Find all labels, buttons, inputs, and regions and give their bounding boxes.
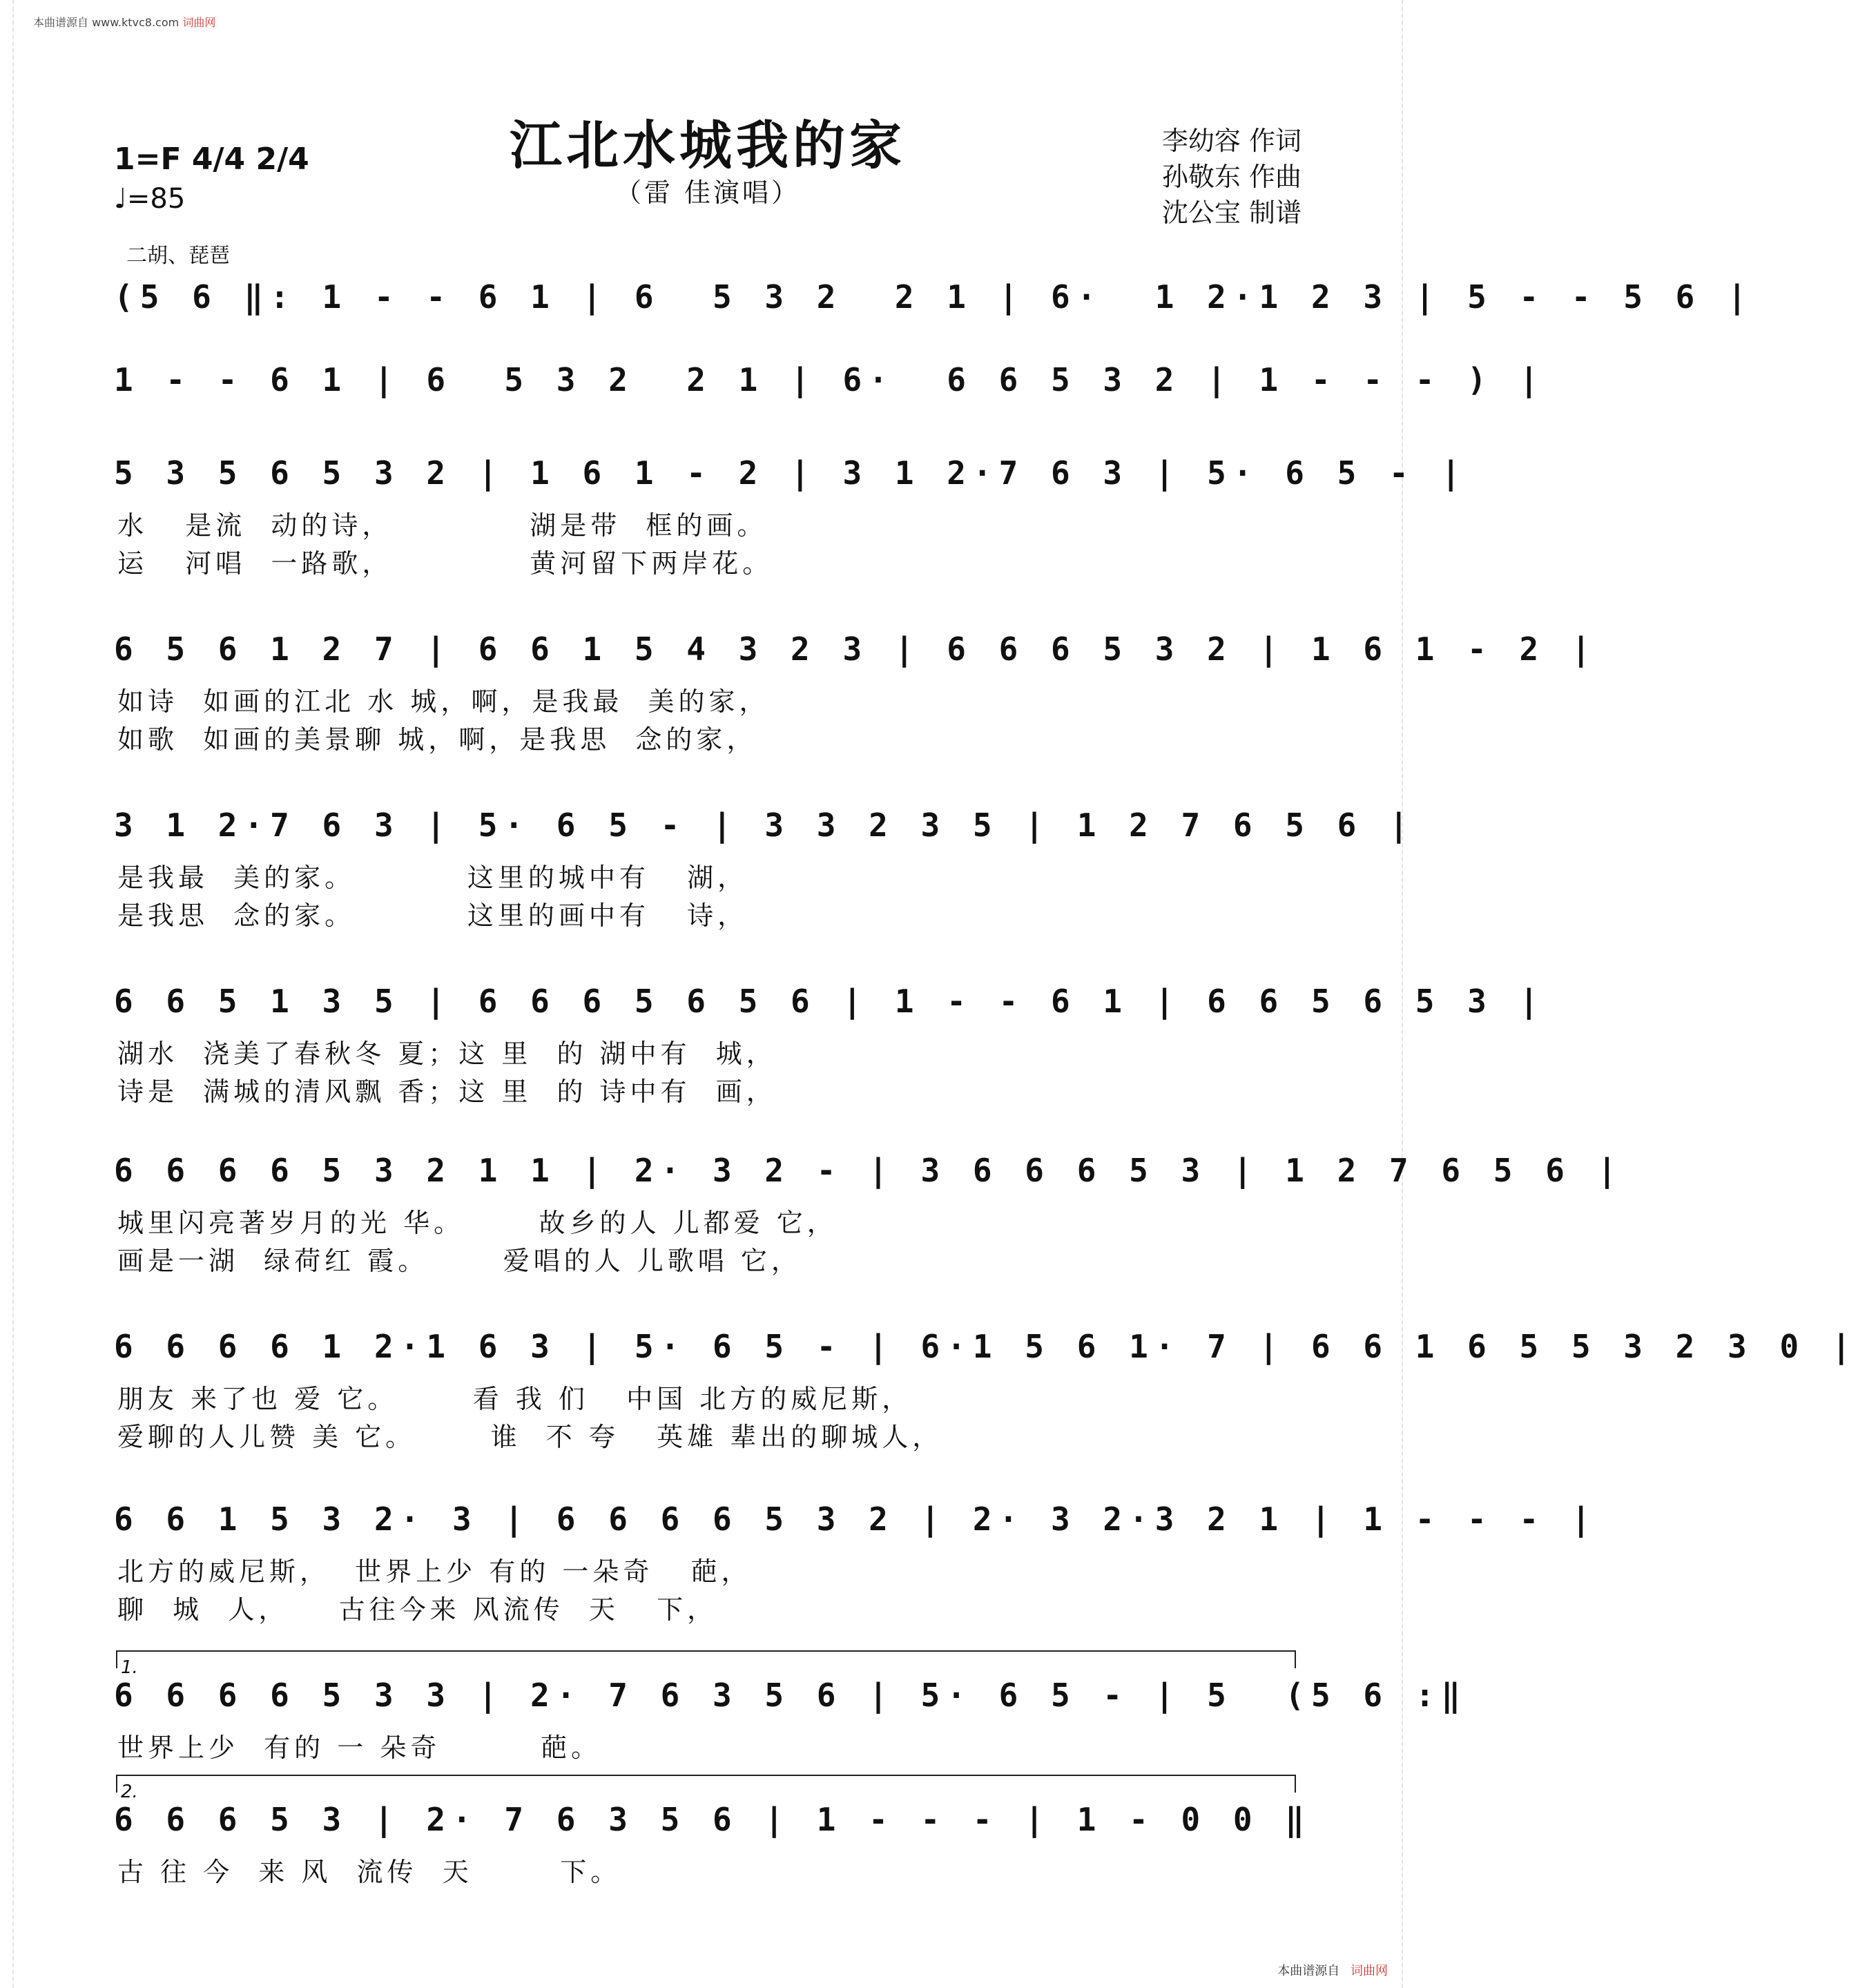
notation-line: 6 6 5 1 3 5 | 6 6 6 5 6 5 6 | 1 - - 6 1 | 6 6 5 6 5 3 | bbox=[114, 983, 1546, 1020]
instrument-label: 二胡、琵琶 bbox=[126, 244, 230, 268]
score-row-volta-2 bbox=[104, 1782, 1311, 1933]
notation-line: 6 5 6 1 2 7 | 6 6 1 5 4 3 2 3 | 6 6 6 5 3 2 | 1 6 1 - 2 | bbox=[114, 630, 1598, 668]
notation-line: 6 6 6 6 1 2·1 6 3 | 5· 6 5 - | 6·1 5 6 1· 7 | 6 6 1 6 5 5 3 2 3 0 | bbox=[114, 1328, 1858, 1365]
score-row bbox=[104, 449, 1468, 587]
score-row bbox=[104, 1146, 1624, 1284]
lyric-verse-2: 聊 城 人， 古往今来 风流传 天 下， bbox=[117, 1594, 718, 1625]
source-header-site[interactable]: 词曲网 bbox=[182, 16, 216, 29]
notation-line: 5 3 5 6 5 3 2 | 1 6 1 - 2 | 3 1 2·7 6 3 | 5· 6 5 - | bbox=[114, 454, 1468, 492]
tempo-marking: ♩=85 bbox=[114, 183, 186, 215]
score-row bbox=[104, 1495, 1598, 1633]
lyric-verse-2: 画是一湖 绿荷红 霞。 爱唱的人 儿歌唱 它， bbox=[117, 1246, 802, 1276]
lyric-verse-2: 如歌 如画的美景聊 城，啊，是我思 念的家， bbox=[117, 724, 757, 755]
credit-composer: 孙敬东 作曲 bbox=[1161, 162, 1301, 192]
lyric-verse-2: 诗是 满城的清风飘 香；这 里 的 诗中有 画， bbox=[117, 1077, 777, 1107]
lyric-verse-1: 古 往 今 来 风 流传 天 下。 bbox=[117, 1857, 621, 1887]
volta-label: 1. bbox=[121, 1657, 138, 1678]
lyric-verse-1: 是我最 美的家。 这里的城中有 湖， bbox=[117, 862, 748, 893]
volta-bracket bbox=[116, 1650, 1296, 1668]
credit-lyricist: 李幼容 作词 bbox=[1161, 126, 1301, 156]
song-subtitle: （雷 佳演唱） bbox=[615, 177, 801, 208]
left-margin-strip bbox=[0, 0, 14, 1988]
lyric-verse-1: 北方的威尼斯， 世界上少 有的 一朵奇 葩， bbox=[117, 1556, 752, 1587]
lyric-verse-1: 世界上少 有的 一 朵奇 葩。 bbox=[117, 1733, 601, 1763]
lyric-verse-2: 运 河唱 一路歌， 黄河留下两岸花。 bbox=[117, 548, 773, 579]
notation-line: 6 6 6 6 5 3 3 | 2· 7 6 3 5 6 | 5· 6 5 - | 5 (5 6 :‖ bbox=[114, 1677, 1468, 1714]
song-title: 江北水城我的家 bbox=[510, 115, 906, 176]
source-header bbox=[33, 14, 215, 30]
credit-arranger: 沈公宝 制谱 bbox=[1161, 197, 1301, 228]
key-signature: 1=F 4/4 2/4 bbox=[114, 142, 309, 177]
score-row bbox=[104, 801, 1415, 939]
volta-label: 2. bbox=[121, 1782, 138, 1802]
score-row bbox=[104, 1322, 1858, 1460]
notation-line: 3 1 2·7 6 3 | 5· 6 5 - | 3 3 2 3 5 | 1 2 7 6 5 6 | bbox=[114, 807, 1415, 844]
source-footer-text: 本曲谱源自 bbox=[1277, 1964, 1340, 1978]
lyric-verse-2: 爱聊的人儿赞 美 它。 谁 不 夸 英雄 辈出的聊城人， bbox=[117, 1422, 943, 1452]
lyric-verse-1: 朋友 来了也 爱 它。 看 我 们 中国 北方的威尼斯， bbox=[117, 1384, 913, 1414]
lyric-verse-1: 湖水 浇美了春秋冬 夏；这 里 的 湖中有 城， bbox=[117, 1039, 777, 1069]
source-header-text: 本曲谱源自 www.ktvc8.com bbox=[33, 16, 180, 29]
credits bbox=[1162, 123, 1301, 231]
lyric-verse-2: 是我思 念的家。 这里的画中有 诗， bbox=[117, 900, 748, 931]
lyric-verse-1: 水 是流 动的诗， 湖是带 框的画。 bbox=[117, 510, 768, 541]
notation-line: 6 6 6 6 5 3 2 1 1 | 2· 3 2 - | 3 6 6 6 5 3 | 1 2 7 6 5 6 | bbox=[114, 1152, 1624, 1189]
score-row bbox=[104, 625, 1598, 763]
lyric-verse-1: 城里闪亮著岁月的光 华。 故乡的人 儿都爱 它， bbox=[117, 1208, 838, 1238]
score-row bbox=[104, 977, 1546, 1115]
notation-line: 6 6 1 5 3 2· 3 | 6 6 6 6 5 3 2 | 2· 3 2·3 2 1 | 1 - - - | bbox=[114, 1500, 1598, 1538]
source-footer bbox=[1277, 1961, 1388, 1979]
source-footer-site[interactable]: 词曲网 bbox=[1351, 1964, 1388, 1978]
notation-line: (5 6 ‖: 1 - - 6 1 | 6 5 3 2 2 1 | 6· 1 2·1 2 3 | 5 - - 5 6 | bbox=[114, 278, 1754, 316]
notation-line: 6 6 6 5 3 | 2· 7 6 3 5 6 | 1 - - - | 1 - 0 0 ‖ bbox=[114, 1801, 1311, 1838]
notation-line: 1 - - 6 1 | 6 5 3 2 2 1 | 6· 6 6 5 3 2 | 1 - - - ) | bbox=[114, 361, 1546, 398]
volta-bracket bbox=[116, 1775, 1296, 1793]
lyric-verse-1: 如诗 如画的江北 水 城，啊，是我最 美的家， bbox=[117, 686, 770, 717]
